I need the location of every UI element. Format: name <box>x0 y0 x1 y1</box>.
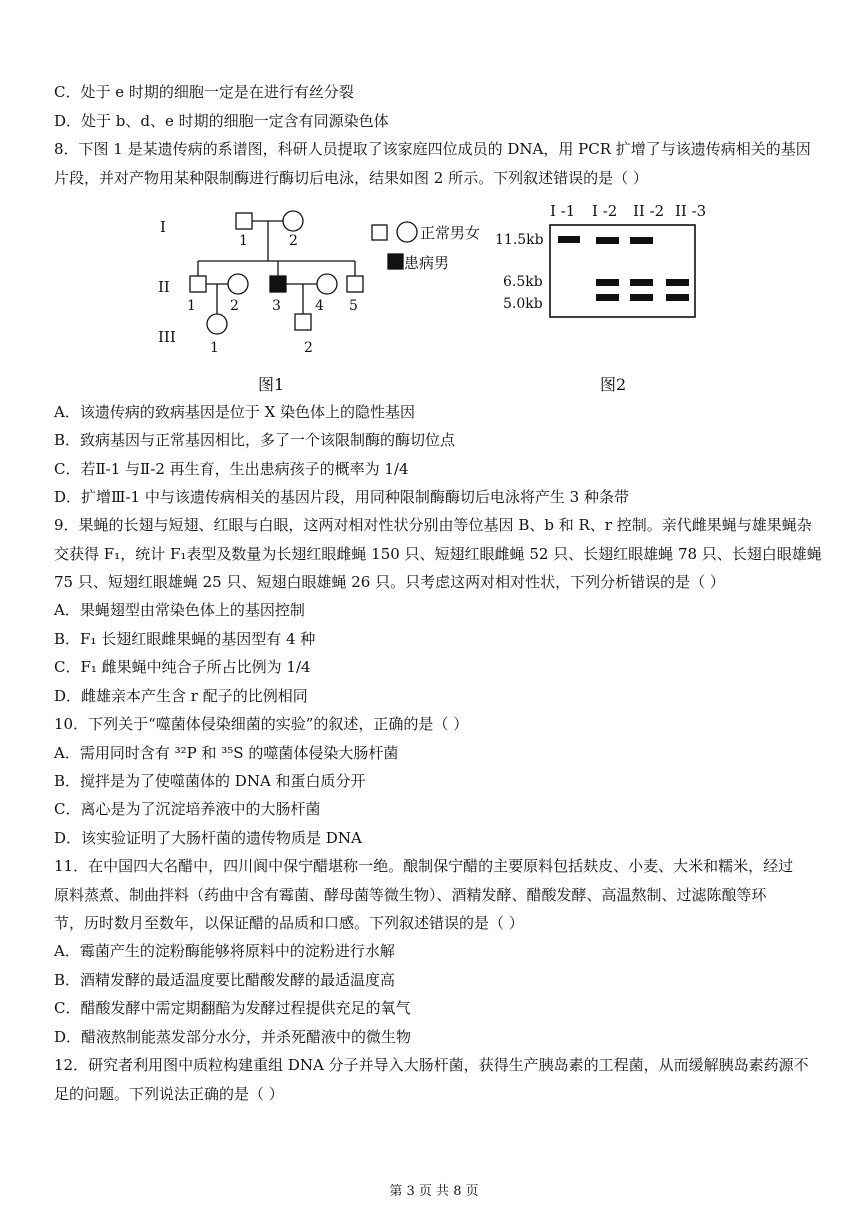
question-10: 10．下列关于“噬菌体侵染细菌的实验”的叙述，正确的是（ ） <box>54 715 469 733</box>
option-d-q10: D．该实验证明了大肠杆菌的遗传物质是 DNA <box>54 829 362 847</box>
band-I2-5.0kb <box>596 294 619 301</box>
legend-normal-female-icon <box>397 222 417 242</box>
band-II3-5.0kb <box>666 294 689 301</box>
option-d-q11: D．醋液熬制能蒸发部分水分，并杀死醋液中的微生物 <box>54 1028 412 1046</box>
legend-normal-label: 正常男女 <box>420 224 481 242</box>
question-8-line1: 8．下图 1 是某遗传病的系谱图，科研人员提取了该家庭四位成员的 DNA，用 PCR 扩增了与该遗传病相关的基因 <box>54 140 811 158</box>
pedigree-III1-female <box>207 314 227 334</box>
option-b-q9: B．F₁ 长翅红眼雌果蝇的基因型有 4 种 <box>54 630 316 648</box>
question-8-line2: 片段，并对产物用某种限制酶进行酶切后电泳，结果如图 2 所示。下列叙述错误的是（ ） <box>54 169 648 187</box>
option-c-q11: C．醋酸发酵中需定期翻醅为发酵过程提供充足的氧气 <box>54 999 411 1017</box>
option-c-q9: C．F₁ 雌果蝇中纯合子所占比例为 1/4 <box>54 658 311 676</box>
pedigree-III2-male <box>295 314 311 330</box>
option-a-q8: A．该遗传病的致病基因是位于 X 染色体上的隐性基因 <box>54 403 416 421</box>
question-11-line2: 原料蒸煮、制曲拌料（药曲中含有霉菌、酵母菌等微生物）、酒精发酵、醋酸发酵、高温熬制、过滤陈酿等环 <box>54 886 767 904</box>
question-12-line2: 足的问题。下列说法正确的是（ ） <box>54 1085 284 1103</box>
option-a-q9: A．果蝇翅型由常染色体上的基因控制 <box>54 601 305 619</box>
band-I2-6.5kb <box>596 279 619 286</box>
svg-text:2: 2 <box>289 233 298 249</box>
pedigree-II5-male <box>347 276 363 292</box>
question-12-line1: 12．研究者利用图中质粒构建重组 DNA 分子并导入大肠杆菌，获得生产胰岛素的工程菌，从而缓解胰岛素药源不 <box>54 1056 809 1074</box>
option-b-q10: B．搅拌是为了使噬菌体的 DNA 和蛋白质分开 <box>54 772 366 790</box>
lane-label-I2: I -2 <box>592 202 618 220</box>
option-d-q9: D．雌雄亲本产生含 r 配子的比例相同 <box>54 687 308 705</box>
gen-label-III: III <box>158 328 176 346</box>
option-c-q10: C．离心是为了沉淀培养液中的大肠杆菌 <box>54 800 321 818</box>
size-label-11.5kb: 11.5kb <box>495 232 544 248</box>
pedigree-I2-female <box>283 211 303 231</box>
svg-text:1: 1 <box>239 233 248 249</box>
gen-label-II: II <box>158 278 170 296</box>
question-9-line2: 交获得 F₁，统计 F₁表型及数量为长翅红眼雌蝇 150 只、短翅红眼雌蝇 52 只、长翅红眼雄蝇 78 只、长翅白眼雄蝇 <box>54 545 822 563</box>
legend-affected-label: 患病男 <box>404 254 450 272</box>
band-II3-6.5kb <box>666 279 689 286</box>
option-c-q8: C．若Ⅱ-1 与Ⅱ-2 再生育，生出患病孩子的概率为 1/4 <box>54 460 409 478</box>
gen-label-I: I <box>160 218 166 236</box>
svg-text:1: 1 <box>187 298 196 314</box>
lane-label-I1: I -1 <box>550 202 576 220</box>
question-11-line3: 节，历时数月至数年，以保证醋的品质和口感。下列叙述错误的是（ ） <box>54 914 524 932</box>
pedigree-II2-female <box>228 274 248 294</box>
question-9-line3: 75 只、短翅红眼雄蝇 25 只、短翅白眼雄蝇 26 只。只考虑这两对相对性状，下列分析错误的是（ ） <box>54 573 725 591</box>
band-II2-5.0kb <box>630 294 653 301</box>
option-a-q10: A．需用同时含有 ³²P 和 ³⁵S 的噬菌体侵染大肠杆菌 <box>54 744 399 762</box>
band-I1-11.5kb <box>558 236 580 243</box>
pedigree-II1-male <box>190 276 206 292</box>
band-I2-11.5kb <box>596 237 619 244</box>
question-11-line1: 11．在中国四大名醋中，四川阆中保宁醋堪称一绝。酿制保宁醋的主要原料包括麸皮、小麦、大米和糯米，经过 <box>54 857 794 875</box>
size-label-5.0kb: 5.0kb <box>503 296 543 312</box>
pedigree-figure <box>150 200 500 400</box>
option-b-q8: B．致病基因与正常基因相比，多了一个该限制酶的酶切位点 <box>54 431 456 449</box>
option-b-q11: B．酒精发酵的最适温度要比醋酸发酵的最适温度高 <box>54 971 396 989</box>
figure2-caption: 图2 <box>600 375 627 394</box>
size-label-6.5kb: 6.5kb <box>503 274 543 290</box>
pedigree-II3-affected-male <box>270 276 286 292</box>
option-d-q7: D．处于 b、d、e 时期的细胞一定含有同源染色体 <box>54 112 389 130</box>
option-d-q8: D．扩增Ⅲ-1 中与该遗传病相关的基因片段，用同种限制酶酶切后电泳将产生 3 种条带 <box>54 488 629 506</box>
pedigree-I1-male <box>236 213 252 229</box>
svg-text:2: 2 <box>230 298 239 314</box>
band-II2-6.5kb <box>630 279 653 286</box>
svg-text:3: 3 <box>272 298 281 314</box>
legend-normal-male-icon <box>372 225 387 240</box>
band-II2-11.5kb <box>630 237 653 244</box>
lane-label-II2: II -2 <box>633 202 665 220</box>
page-footer: 第 3 页 共 8 页 <box>389 1184 479 1199</box>
svg-text:4: 4 <box>315 298 324 314</box>
svg-text:5: 5 <box>349 298 358 314</box>
question-9-line1: 9．果蝇的长翅与短翅、红眼与白眼，这两对相对性状分别由等位基因 B、b 和 R、r 控制。亲代雌果蝇与雄果蝇杂 <box>54 516 812 534</box>
gel-figure <box>490 200 730 400</box>
option-c-q7: C．处于 e 时期的细胞一定是在进行有丝分裂 <box>54 83 354 101</box>
svg-text:1: 1 <box>210 340 219 356</box>
pedigree-II4-female <box>317 274 337 294</box>
figure1-caption: 图1 <box>258 375 285 394</box>
legend-affected-male-icon <box>388 254 403 269</box>
svg-text:2: 2 <box>304 340 313 356</box>
option-a-q11: A．霉菌产生的淀粉酶能够将原料中的淀粉进行水解 <box>54 942 395 960</box>
lane-label-II3: II -3 <box>675 202 707 220</box>
